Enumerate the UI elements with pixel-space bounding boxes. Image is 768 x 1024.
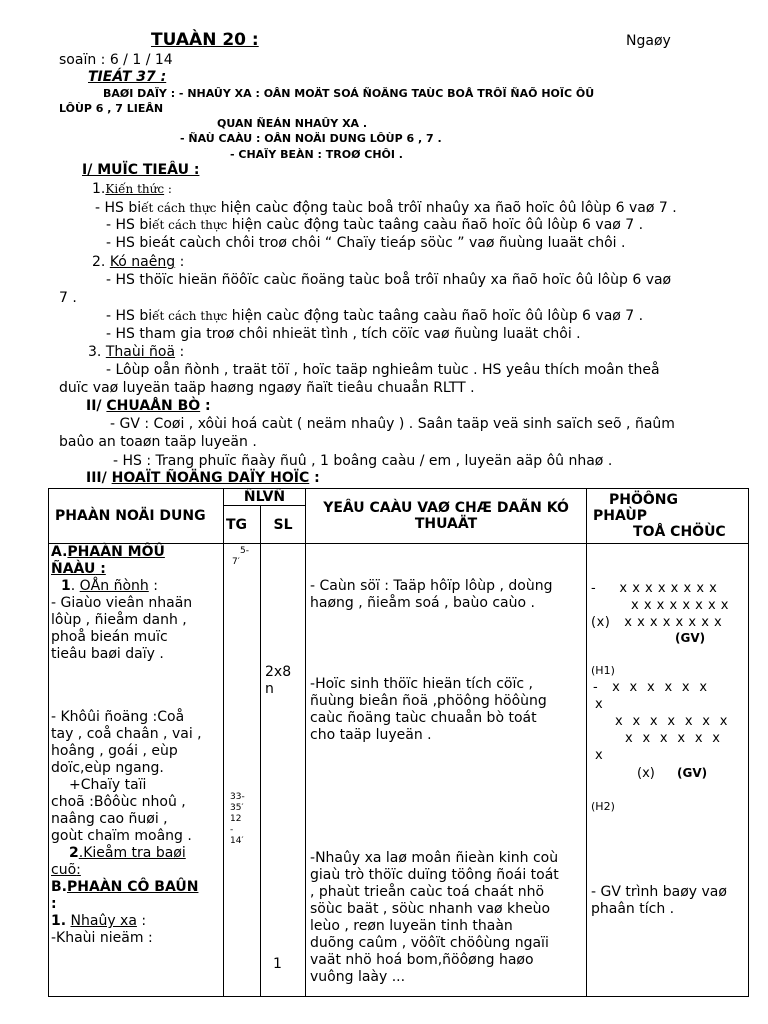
formation-row-6: x x x x x x x — [615, 714, 728, 729]
warmup-line-3: hoâng , goái , eùp — [51, 743, 178, 759]
activities-heading: III/ HOAÏT ÑOÄNG DAÏY HOÏC : — [86, 470, 320, 486]
req-line-6: cho taäp luyeän . — [310, 727, 432, 743]
warmup-line-6: choã :Bôôùc nhoû , — [51, 794, 186, 810]
req-line-5: caùc ñoäng taùc chuaån bò toát — [310, 710, 537, 726]
warmup-line-4: doïc,eùp ngang. — [51, 760, 164, 776]
stabilize-line-1: - Giaùo vieân nhaän — [51, 595, 193, 611]
header-content: PHAÀN NOÄI DUNG — [49, 489, 224, 544]
req-line-8: giaù trò thöïc duïng töông ñoái toát — [310, 867, 559, 883]
prep-student: - HS : Trang phuïc ñaày ñuû , 1 boâng caàu / em , luyeän aäp ôû nhaø . — [113, 453, 613, 469]
warmup-line-1: - Khôûi ñoäng :Coå — [51, 709, 185, 725]
header-requirements: YEÂU CAÀU VAØ CHÆ DAÃN KÓ THUAÄT — [306, 489, 587, 544]
section-a-title-cont: ÑAÀU : — [51, 561, 106, 577]
formation-row-2: x x x x x x x x — [631, 598, 729, 613]
time-main-3: 12 — [230, 814, 242, 824]
prep-heading: II/ CHUAÅN BÒ : — [86, 398, 211, 414]
header-load: ÑLVÑ — [224, 489, 306, 506]
skill-item-3: - HS tham gia troø chôi nhieät tình , tích cöïc vaø ñuùng luaät chôi . — [106, 326, 581, 342]
skill-heading: 2. Kó naêng : — [92, 254, 185, 270]
req-line-2: haøng , ñieåm soá , baùo caùo . — [310, 595, 535, 611]
req-line-7: -Nhaûy xa laø moân ñieàn kinh coù — [310, 850, 559, 866]
warmup-line-2: tay , coå chaân , vai , — [51, 726, 202, 742]
review-title: 2.Kieåm tra baøi — [69, 845, 186, 861]
quantity-cell — [261, 544, 306, 997]
time-main-2: 35′ — [230, 803, 244, 813]
stabilize-title: 1. OÅn ñònh : — [61, 578, 158, 594]
skill-item-1: - HS thöïc hieän ñöôïc caùc ñoäng taùc boå trôï nhaûy xa ñaõ hoïc ôû lôùp 6 vaø — [106, 272, 672, 288]
section-b-colon: : — [51, 896, 57, 912]
time-warmup-2: 7′ — [232, 557, 240, 567]
skill-item-1-cont: 7 . — [59, 290, 77, 306]
attitude-item-1: - Lôùp oån ñònh , traät töï , hoïc taäp nghieâm tuùc . HS yeâu thích moân theå — [106, 362, 660, 378]
req-line-3: -Hoïc sinh thöïc hieän tích cöïc , — [310, 676, 533, 692]
time-main-1: 33- — [230, 792, 245, 802]
req-line-14: vuông laày ... — [310, 969, 406, 985]
teacher-position-2: (GV) — [677, 766, 708, 780]
attitude-heading: 3. Thaùi ñoä : — [88, 344, 185, 360]
topic-line-5: - CHAÏY BEÀN : TROØ CHÔI . — [230, 148, 403, 161]
method-cell — [587, 544, 749, 997]
knowledge-item-1: - HS biết cách thực hiện caùc động taùc boå trôï nhaûy xa ñaõ hoïc ôû lôùp 6 vaø 7 . — [95, 200, 677, 216]
warmup-line-5: +Chaïy taïi — [69, 777, 147, 793]
long-jump-concept: -Khaùi nieäm : — [51, 930, 153, 946]
knowledge-item-2: - HS biết cách thực hiện caùc động taùc taâng caàu ñaõ hoïc ôû lôùp 6 vaø 7 . — [106, 217, 644, 233]
req-line-10: söùc baät , söùc nhanh vaø kheùo — [310, 901, 551, 917]
week-title: TUAÀN 20 : — [151, 30, 259, 50]
formation-row-4: - x x x x x x — [593, 680, 708, 695]
warmup-line-8: goùt chaïm moâng . — [51, 828, 192, 844]
stabilize-line-3: phoå bieán muïc — [51, 629, 168, 645]
figure-label-h2: (H2) — [591, 800, 615, 813]
header-sl: SL — [261, 506, 306, 544]
req-line-11: leùo , reøn luyeän tinh thaàn — [310, 918, 513, 934]
formation-row-7: x x x x x x — [625, 731, 721, 746]
objectives-heading: I/ MUÏC TIEÂU : — [82, 162, 200, 178]
content-cell — [49, 544, 224, 997]
warmup-line-7: naâng cao ñuøi , — [51, 811, 168, 827]
section-a-title: A.PHAÀN MÔÛ — [51, 544, 165, 560]
requirements-cell — [306, 544, 587, 997]
quantity-2: 1 — [273, 956, 282, 972]
req-line-9: , phaùt trieån caùc toá chaát nhö — [310, 884, 545, 900]
section-b-title: B.PHAÀN CÔ BAÛN — [51, 879, 199, 895]
knowledge-heading: 1.Kiến thức : — [92, 181, 172, 197]
req-line-4: ñuùng bieân ñoä ,phöông höôùng — [310, 693, 547, 709]
prep-teacher: - GV : Coøi , xôùi hoá caùt ( neäm nhaûy ) . Saân taäp veä sinh saïch seõ , ñaûm — [110, 416, 675, 432]
review-title-cont: cuõ: — [51, 862, 81, 878]
header-tg: TG — [224, 506, 261, 544]
figure-label-h1: (H1) — [591, 664, 615, 677]
time-main-4: - — [230, 825, 234, 835]
attitude-item-1-cont: duïc vaø luyeän taäp haøng ngaøy ñaït tieâu chuaån RLTT . — [59, 380, 475, 396]
formation-row-1: - x x x x x x x x — [591, 581, 718, 596]
knowledge-item-3: - HS bieát caùch chôi troø chôi “ Chaïy tieáp söùc ” vaø ñuùng luaät chôi . — [106, 235, 626, 251]
stabilize-line-4: tieâu baøi daïy . — [51, 646, 164, 662]
topic-line-2: LÔÙP 6 , 7 LIEÂN — [59, 102, 164, 115]
req-line-1: - Caùn söï : Taäp hôïp lôùp , doùng — [310, 578, 553, 594]
topic-line-1: BAØI DAÏY : - NHAÛY XA : OÂN MOÄT SOÁ ÑOÄNG TAÙC BOÅ TRÔÏ ÑAÕ HOÏC ÔÛ — [103, 87, 595, 100]
quantity-1: 2x8 — [265, 664, 292, 680]
header-method: PHÖÔNG PHAÙP TOÅ CHÖÙC — [587, 489, 749, 544]
req-line-13: vaät nhö hoá bom,ñöôøng haøo — [310, 952, 534, 968]
skill-item-2: - HS biết cách thực hiện caùc động taùc taâng caàu ñaõ hoïc ôû lôùp 6 vaø 7 . — [106, 308, 644, 324]
formation-row-3: (x) x x x x x x x x — [591, 615, 723, 630]
method-line-2: phaân tích . — [591, 901, 675, 917]
time-main-5: 14′ — [230, 836, 244, 846]
lesson-plan-table — [48, 488, 749, 997]
req-line-12: duõng caûm , vöôït chöôùng ngaïi — [310, 935, 549, 951]
date-label: Ngaøy — [626, 33, 671, 49]
teacher-marker: (x) — [637, 766, 655, 781]
quantity-1-cont: n — [265, 681, 274, 697]
compose-date: soaïn : 6 / 1 / 14 — [59, 52, 173, 68]
lesson-number: TIEÁT 37 : — [88, 69, 167, 85]
prep-teacher-cont: baûo an toaøn taäp luyeän . — [59, 434, 257, 450]
time-cell — [224, 544, 261, 997]
topic-line-3: QUAN ÑEÁN NHAÛY XA . — [217, 117, 368, 130]
time-warmup-1: 5- — [240, 546, 249, 556]
topic-line-4: - ÑAÙ CAÀU : OÂN NOÄI DUNG LÔÙP 6 , 7 . — [180, 132, 442, 145]
method-line-1: - GV trình baøy vaø — [591, 884, 727, 900]
formation-row-5: x — [595, 697, 604, 712]
teacher-position-1: (GV) — [675, 631, 706, 645]
formation-row-8: x — [595, 748, 604, 763]
long-jump-title: 1. Nhaûy xa : — [51, 913, 147, 929]
stabilize-line-2: lôùp , ñieåm danh , — [51, 612, 187, 628]
